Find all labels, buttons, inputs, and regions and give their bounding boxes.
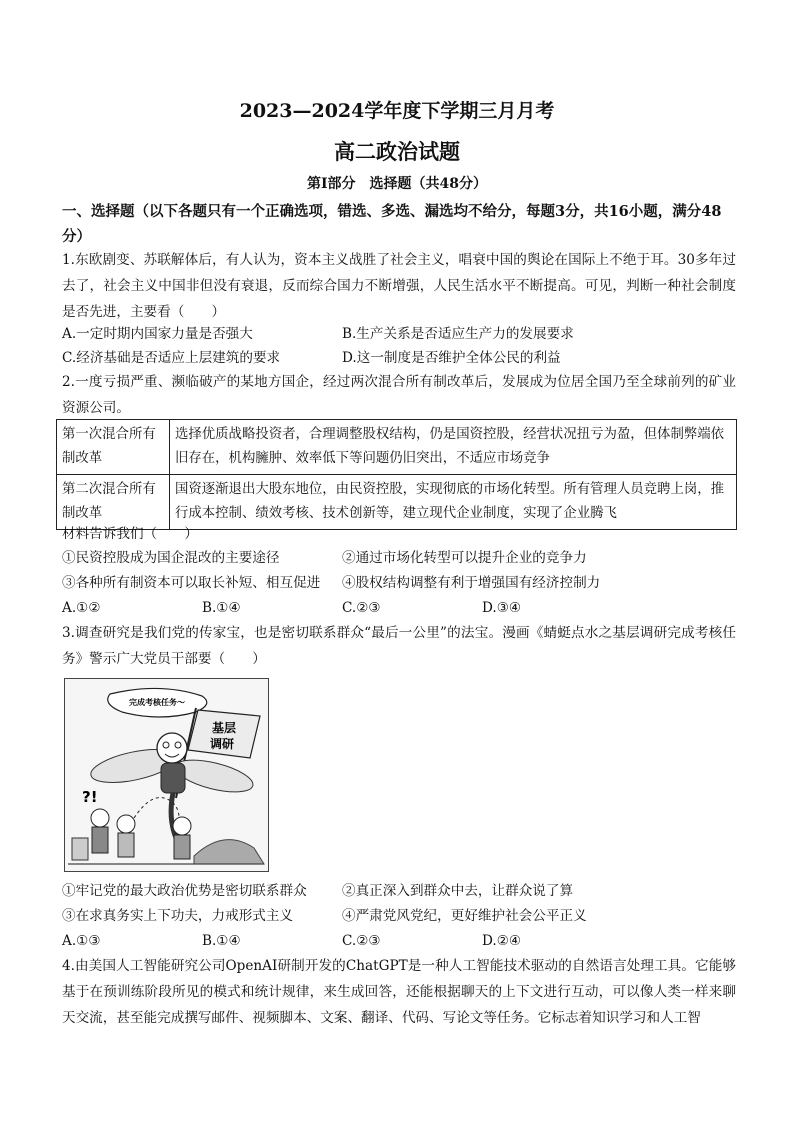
q3-statement-1: ①牢记党的最大政治优势是密切联系群众 [62,883,307,899]
q2-choice-d: D.③④ [482,600,522,616]
reform-table [56,419,737,530]
question-marks: ?! [82,788,98,806]
flag-text-1: 基层 [211,721,237,735]
q1-option-a: A.一定时期内国家力量是否强大 [62,326,253,342]
q2-choice-c: C.②③ [342,600,381,616]
villager-head [91,809,109,827]
q3-statement-3: ③在求真务实上下功夫，力戒形式主义 [62,908,294,924]
cadre-body [161,763,185,793]
reform-content: 国资逐渐退出大股东地位，由民资控股，实现彻底的市场化转型。所有管理人员竞聘上岗，推行成本控制、绩效考核、技术创新等，建立现代企业制度，实现了企业腾飞 [170,475,737,530]
q3-choice-c: C.②③ [342,933,381,949]
q2-choice-a: A.①② [62,600,101,616]
dragonfly-cartoon [64,678,269,872]
q3-choice-a: A.①③ [62,933,101,949]
villager-body [118,833,134,857]
q1-option-b: B.生产关系是否适应生产力的发展要求 [342,326,574,342]
part-title: 第Ⅰ部分 选择题（共48分） [306,176,488,192]
q2-statement-2: ②通过市场化转型可以提升企业的竞争力 [342,550,587,566]
question-3-stem: 3.调查研究是我们党的传家宝，也是密切联系群众“最后一公里”的法宝。漫画《蜻蜓点水之基层调研完成考核任务》警示广大党员干部要（ ） [62,625,736,667]
question-1-stem: 1.东欧剧变、苏联解体后，有人认为，资本主义战胜了社会主义，唱衰中国的舆论在国际上不绝于耳。30多年过去了，社会主义中国非但没有衰退，反而综合国力不断增强，人民生活水平不断提高。可见，判断一种社会制度是否先进，主要看（ ） [62,252,736,320]
q2-choice-b: B.①④ [202,600,241,616]
q3-statement-4: ④严肃党风党纪，更好维护社会公平正义 [342,908,587,924]
reform-label: 第二次混合所有制改革 [57,475,170,530]
subject-title: 高二政治试题 [334,139,460,164]
villager-body [92,827,108,853]
section-heading: 一、选择题（以下各题只有一个正确选项，错选、多选、漏选均不给分，每题3分，共16小题，满分48分） [62,203,722,245]
q2-statement-4: ④股权结构调整有利于增强国有经济控制力 [342,575,601,591]
table-row [57,420,737,475]
question-2-stem: 2.一度亏损严重、濒临破产的某地方国企，经过两次混合所有制改革后，发展成为位居全国乃至全球前列的矿业资源公司。 [62,374,736,416]
q3-choice-d: D.②④ [482,933,522,949]
speech-text: 完成考核任务～ [129,698,185,707]
villager-head [117,815,135,833]
reform-content: 选择优质战略投资者，合理调整股权结构，仍是国资控股，经营状况扭亏为盈，但体制弊端依旧存在，机构臃肿、效率低下等问题仍旧突出，不适应市场竞争 [170,420,737,475]
q1-option-d: D.这一制度是否维护全体公民的利益 [342,350,561,366]
house [72,838,88,860]
q1-option-c: C.经济基础是否适应上层建筑的要求 [62,350,281,366]
q2-statement-1: ①民资控股成为国企混改的主要途径 [62,550,280,566]
reform-label: 第一次混合所有制改革 [57,420,170,475]
question-2-prompt: 材料告诉我们（ ） [62,526,198,542]
table-row [57,475,737,530]
question-4-stem: 4.由美国人工智能研究公司OpenAI研制开发的ChatGPT是一种人工智能技术驱动的自然语言处理工具。它能够基于在预训练阶段所见的模式和统计规律，来生成回答，还能根据聊天的上下文进行互动，可以像人类一样来聊天交流，甚至能完成撰写邮件、视频脚本、文案、翻译、代码、写论文等任务。它标志着知识学习和人工智 [62,958,736,1026]
q2-statement-3: ③各种所有制资本可以取长补短、相互促进 [62,575,321,591]
villager-head [173,817,191,835]
flag-text-2: 调研 [209,737,235,751]
q3-choice-b: B.①④ [202,933,241,949]
q3-statement-2: ②真正深入到群众中去，让群众说了算 [342,883,574,899]
villager-body [174,835,190,859]
exam-title: 2023—2024学年度下学期三月月考 [239,100,555,122]
cadre-head [157,733,187,763]
